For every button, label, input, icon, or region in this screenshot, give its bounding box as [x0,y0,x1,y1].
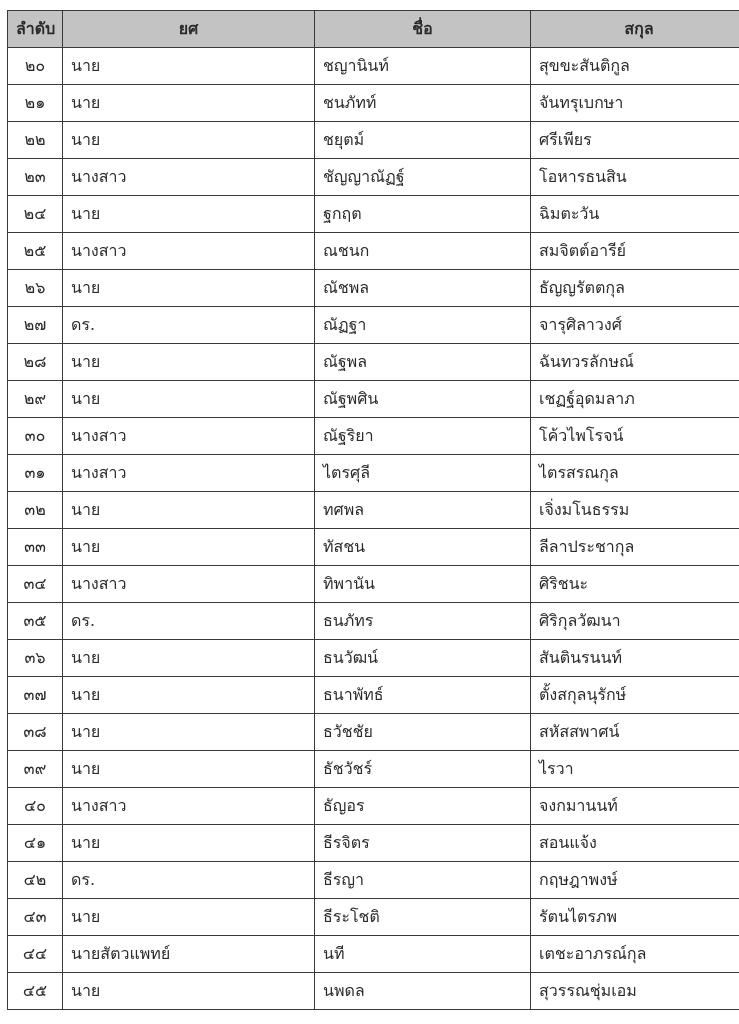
first-name-cell: ธีรญา [315,862,531,899]
first-name-cell: ชญานินท์ [315,48,531,85]
title-cell: นาย [63,973,315,1010]
order-cell: ๓๒ [8,492,63,529]
last-name-cell: สหัสสพาศน์ [531,714,739,751]
last-name-cell: สันตินรนนท์ [531,640,739,677]
first-name-cell: ชนภัทท์ [315,85,531,122]
title-cell: นาย [63,85,315,122]
table-row [8,233,739,270]
order-cell: ๒๓ [8,159,63,196]
last-name-cell: เชฏฐ์อุดมลาภ [531,381,739,418]
title-cell: นาย [63,270,315,307]
first-name-cell: ณัฐริยา [315,418,531,455]
last-name-cell: เตชะอาภรณ์กุล [531,936,739,973]
table-row [8,603,739,640]
first-name-cell: ธีระโชติ [315,899,531,936]
first-name-cell: ณัฏฐา [315,307,531,344]
first-name-cell: ณชนก [315,233,531,270]
last-name-cell: ศิริชนะ [531,566,739,603]
title-cell: นางสาว [63,788,315,825]
table-header-row [8,11,739,48]
title-cell: นาย [63,899,315,936]
title-cell: นาย [63,492,315,529]
last-name-cell: ไรวา [531,751,739,788]
last-name-cell: ฉิมตะวัน [531,196,739,233]
title-cell: ดร. [63,862,315,899]
order-cell: ๔๕ [8,973,63,1010]
last-name-cell: จงกมานนท์ [531,788,739,825]
title-cell: นาย [63,825,315,862]
title-cell: นาย [63,529,315,566]
first-name-cell: ณัชพล [315,270,531,307]
first-name-cell: ชยุตม์ [315,122,531,159]
title-cell: นาย [63,714,315,751]
title-cell: นางสาว [63,566,315,603]
table-row [8,529,739,566]
order-cell: ๔๔ [8,936,63,973]
table-row [8,788,739,825]
header-first-name: ชื่อ [315,11,531,48]
title-cell: นาย [63,751,315,788]
title-cell: ดร. [63,603,315,640]
title-cell: นาย [63,344,315,381]
table-row [8,85,739,122]
table-row [8,677,739,714]
last-name-cell: กฤษฎาพงษ์ [531,862,739,899]
last-name-cell: ธัญญรัตตกุล [531,270,739,307]
table-row [8,196,739,233]
first-name-cell: ธัญอร [315,788,531,825]
table-row [8,492,739,529]
last-name-cell: โค้วไพโรจน์ [531,418,739,455]
first-name-cell: ไตรศุลี [315,455,531,492]
table-row [8,381,739,418]
order-cell: ๓๑ [8,455,63,492]
order-cell: ๒๕ [8,233,63,270]
first-name-cell: นพดล [315,973,531,1010]
last-name-cell: สุวรรณชุ่มเอม [531,973,739,1010]
last-name-cell: ศิริกุลวัฒนา [531,603,739,640]
order-cell: ๓๕ [8,603,63,640]
first-name-cell: ณัฐพศิน [315,381,531,418]
order-cell: ๔๐ [8,788,63,825]
title-cell: ดร. [63,307,315,344]
order-cell: ๓๐ [8,418,63,455]
last-name-cell: จันทรุเบกษา [531,85,739,122]
first-name-cell: ฐกฤต [315,196,531,233]
table-row [8,936,739,973]
title-cell: นายสัตวแพทย์ [63,936,315,973]
first-name-cell: ทศพล [315,492,531,529]
order-cell: ๒๑ [8,85,63,122]
table-row [8,751,739,788]
header-title: ยศ [63,11,315,48]
title-cell: นางสาว [63,418,315,455]
last-name-cell: ไตรสรณกุล [531,455,739,492]
last-name-cell: ลีลาประชากุล [531,529,739,566]
last-name-cell: ฉันทวรลักษณ์ [531,344,739,381]
last-name-cell: ศรีเพียร [531,122,739,159]
title-cell: นางสาว [63,233,315,270]
table-row [8,307,739,344]
order-cell: ๒๙ [8,381,63,418]
order-cell: ๔๑ [8,825,63,862]
order-cell: ๓๗ [8,677,63,714]
table-row [8,973,739,1010]
first-name-cell: ธวัชชัย [315,714,531,751]
title-cell: นาย [63,381,315,418]
last-name-cell: จารุศิลาวงศ์ [531,307,739,344]
table-row [8,566,739,603]
title-cell: นาย [63,48,315,85]
last-name-cell: สอนแจ้ง [531,825,739,862]
table-row [8,455,739,492]
order-cell: ๒๖ [8,270,63,307]
order-cell: ๔๓ [8,899,63,936]
header-order: ลำดับ [8,11,63,48]
last-name-cell: รัตนไตรภพ [531,899,739,936]
first-name-cell: ทิพานัน [315,566,531,603]
order-cell: ๒๘ [8,344,63,381]
first-name-cell: ธีรจิตร [315,825,531,862]
table-row [8,714,739,751]
title-cell: นาย [63,640,315,677]
table-row [8,270,739,307]
table-row [8,344,739,381]
table-row [8,122,739,159]
first-name-cell: ธนภัทร [315,603,531,640]
order-cell: ๓๓ [8,529,63,566]
table-row [8,159,739,196]
last-name-cell: โอหารธนสิน [531,159,739,196]
table-row [8,48,739,85]
table-row [8,825,739,862]
first-name-cell: ทัสชน [315,529,531,566]
title-cell: นางสาว [63,455,315,492]
header-last-name: สกุล [531,11,739,48]
table-row [8,862,739,899]
order-cell: ๒๔ [8,196,63,233]
first-name-cell: ธนวัฒน์ [315,640,531,677]
table-row [8,899,739,936]
first-name-cell: ธนาพัทธ์ [315,677,531,714]
order-cell: ๓๙ [8,751,63,788]
first-name-cell: ธัชวัชร์ [315,751,531,788]
first-name-cell: ณัฐพล [315,344,531,381]
order-cell: ๒๗ [8,307,63,344]
order-cell: ๓๘ [8,714,63,751]
title-cell: นาย [63,122,315,159]
last-name-cell: เจิ่งมโนธรรม [531,492,739,529]
last-name-cell: สมจิตต์อารีย์ [531,233,739,270]
order-cell: ๓๔ [8,566,63,603]
title-cell: นาย [63,677,315,714]
title-cell: นาย [63,196,315,233]
first-name-cell: นที [315,936,531,973]
table-row [8,418,739,455]
first-name-cell: ชัญญาณัฏฐ์ [315,159,531,196]
order-cell: ๒๒ [8,122,63,159]
name-list-table [7,10,739,1010]
order-cell: ๒๐ [8,48,63,85]
order-cell: ๔๒ [8,862,63,899]
last-name-cell: ตั้งสกุลนุรักษ์ [531,677,739,714]
table-row [8,640,739,677]
last-name-cell: สุขขะสันติกูล [531,48,739,85]
title-cell: นางสาว [63,159,315,196]
order-cell: ๓๖ [8,640,63,677]
